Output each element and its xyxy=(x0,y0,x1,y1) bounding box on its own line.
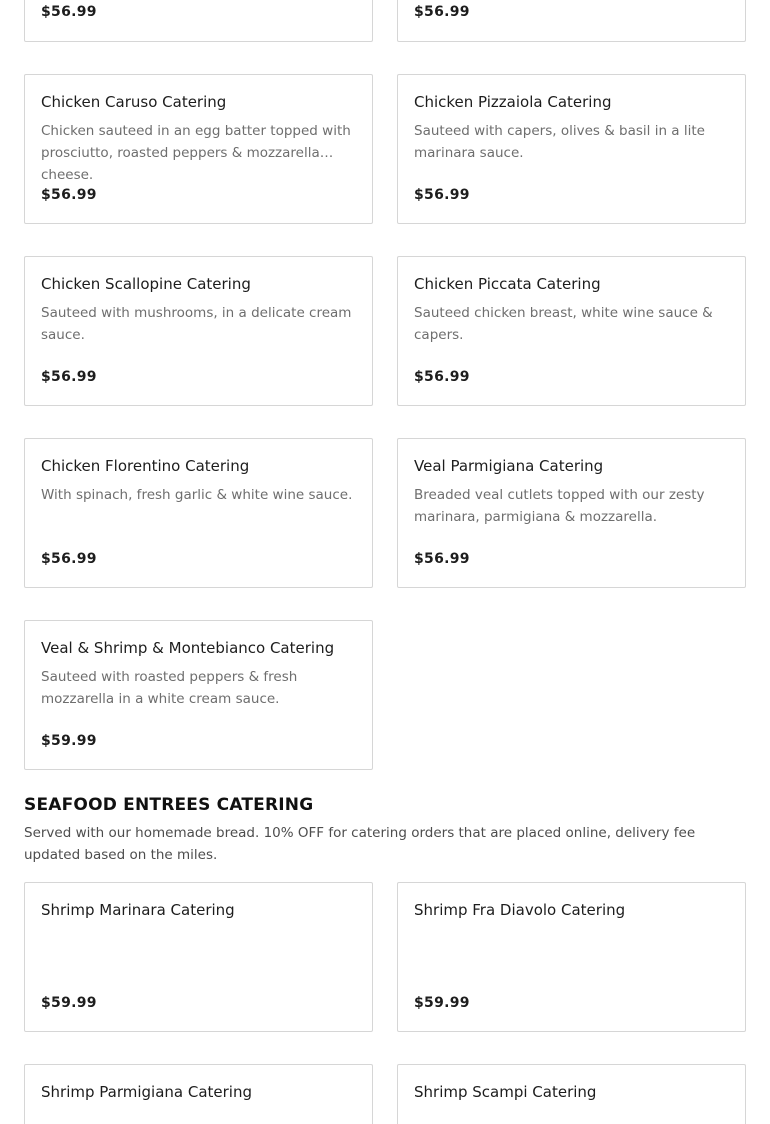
item-title: Chicken Florentino Catering xyxy=(41,457,250,475)
item-description: Sauteed with roasted peppers & fresh mozzarella in a white cream sauce. xyxy=(41,669,298,707)
menu-item-card[interactable] xyxy=(397,438,746,588)
section-description: Served with our homemade bread. 10% OFF for catering orders that are placed online, delivery fee updated based on the miles. xyxy=(24,825,696,863)
menu-item-card[interactable] xyxy=(397,256,746,406)
menu-item-card[interactable] xyxy=(24,1064,373,1124)
menu-item-card[interactable] xyxy=(24,256,373,406)
item-title: Shrimp Fra Diavolo Catering xyxy=(414,901,626,919)
item-title: Chicken Caruso Catering xyxy=(41,93,227,111)
item-price: $56.99 xyxy=(41,369,97,385)
item-description: Sauteed with mushrooms, in a delicate cream sauce. xyxy=(41,305,352,343)
item-price: $56.99 xyxy=(414,369,470,385)
item-price: $56.99 xyxy=(41,187,97,203)
item-description: Sauteed chicken breast, white wine sauce & capers. xyxy=(414,305,713,343)
menu-item-card[interactable] xyxy=(397,1064,746,1124)
menu-item-card[interactable] xyxy=(24,0,373,42)
item-price: $59.99 xyxy=(41,995,97,1011)
item-price: $56.99 xyxy=(41,4,97,20)
item-title: Shrimp Parmigiana Catering xyxy=(41,1083,252,1101)
item-title: Veal Parmigiana Catering xyxy=(414,457,604,475)
item-title: Chicken Piccata Catering xyxy=(414,275,601,293)
menu-item-card[interactable] xyxy=(397,74,746,224)
item-title: Chicken Scallopine Catering xyxy=(41,275,251,293)
menu-item-card[interactable] xyxy=(24,438,373,588)
item-price: $59.99 xyxy=(41,733,97,749)
menu-item-card[interactable] xyxy=(397,0,746,42)
item-description: Chicken sauteed in an egg batter topped with prosciutto, roasted peppers & mozzarella cheese. xyxy=(41,123,351,183)
item-title: Veal & Shrimp & Montebianco Catering xyxy=(41,639,335,657)
section-title: SEAFOOD ENTREES CATERING xyxy=(24,795,314,815)
item-description: With spinach, fresh garlic & white wine sauce. xyxy=(41,487,353,503)
item-price: $56.99 xyxy=(414,4,470,20)
item-description: Sauteed with capers, olives & basil in a lite marinara sauce. xyxy=(414,123,705,161)
item-title: Chicken Pizzaiola Catering xyxy=(414,93,612,111)
menu-item-card[interactable] xyxy=(24,882,373,1032)
menu-item-card[interactable] xyxy=(24,620,373,770)
item-description: Breaded veal cutlets topped with our zesty marinara, parmigiana & mozzarella. xyxy=(414,487,705,525)
item-title: Shrimp Scampi Catering xyxy=(414,1083,597,1101)
menu-item-card[interactable] xyxy=(24,74,373,224)
menu-item-card[interactable] xyxy=(397,882,746,1032)
item-title: Shrimp Marinara Catering xyxy=(41,901,235,919)
item-price: $56.99 xyxy=(414,551,470,567)
item-price: $59.99 xyxy=(414,995,470,1011)
item-price: $56.99 xyxy=(414,187,470,203)
item-price: $56.99 xyxy=(41,551,97,567)
